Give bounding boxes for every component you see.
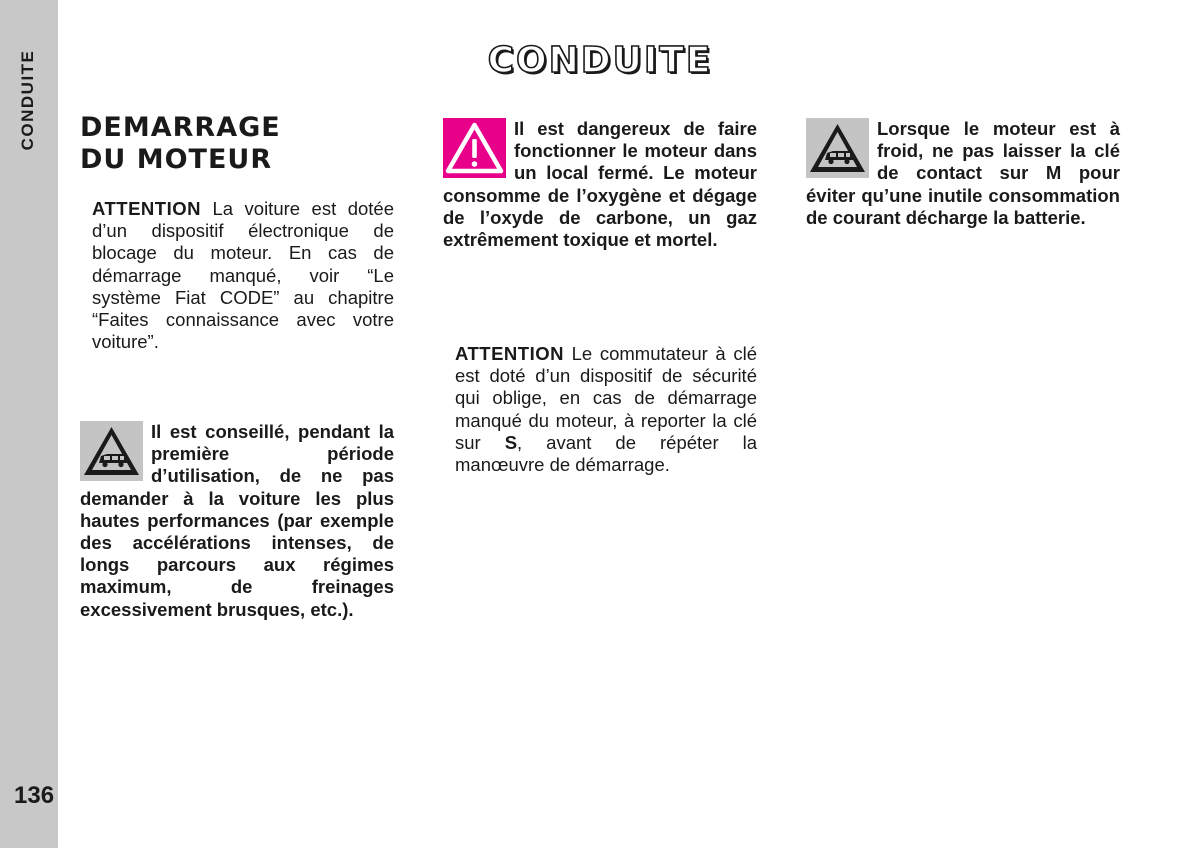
page-title: CONDUITE: [487, 40, 713, 81]
danger-warning-icon: [443, 118, 506, 178]
attention-text-part-1: Le commutateur à clé est doté d’un dispositif de sécurité qui oblige, en cas de démarrage manqué du moteur, à reporter la clé sur: [455, 343, 757, 453]
sidebar: [0, 0, 58, 848]
section-heading-line-2: DU MOTEUR: [80, 144, 273, 175]
cold-engine-text-part-1: Lorsque le moteur est à froid, ne pas laisser la clé de contact sur: [877, 118, 1120, 184]
section-heading: [80, 112, 281, 176]
attention-immobilizer: [80, 198, 394, 353]
danger-text: Il est dangereux de faire fonctionner le moteur dans un local fermé. Le moteur consomme de l’oxygène et dégage de l’oxyde de carbone, un gaz extrêmement toxique et mortel.: [443, 118, 757, 251]
run-in-note-text: Il est conseillé, pendant la première période d’utilisation, de ne pas demander à la voiture les plus hautes performances (par exemple des accélérations intenses, de longs parcours aux régimes maximum, de freinages excessivement brusques, etc.).: [80, 421, 394, 620]
attention-key-switch: [443, 343, 757, 476]
car-warning-icon: [806, 118, 869, 178]
danger-closed-room: [443, 118, 757, 251]
run-in-note: [80, 421, 394, 621]
cold-engine-text-part-2: pour éviter qu’une inutile consommation de courant décharge la batterie.: [806, 162, 1120, 228]
key-position-m: M: [1045, 162, 1062, 184]
key-position-s: S: [504, 431, 518, 453]
attention-text: La voiture est dotée d’un dispositif électronique de blocage du moteur. En cas de démarrage manqué, voir “Le système Fiat CODE” au chapitre “Faites connaissance avec votre voiture”.: [92, 198, 394, 353]
attention-label: ATTENTION: [92, 198, 201, 219]
car-warning-icon: [80, 421, 143, 481]
cold-engine-note: [806, 118, 1120, 229]
page-number: 136: [14, 782, 55, 809]
section-heading-line-1: DEMARRAGE: [80, 112, 281, 143]
sidebar-section-label: CONDUITE: [18, 49, 37, 151]
attention-label: ATTENTION: [455, 343, 564, 364]
attention-text-part-2: , avant de répéter la manœuvre de démarrage.: [455, 431, 757, 476]
